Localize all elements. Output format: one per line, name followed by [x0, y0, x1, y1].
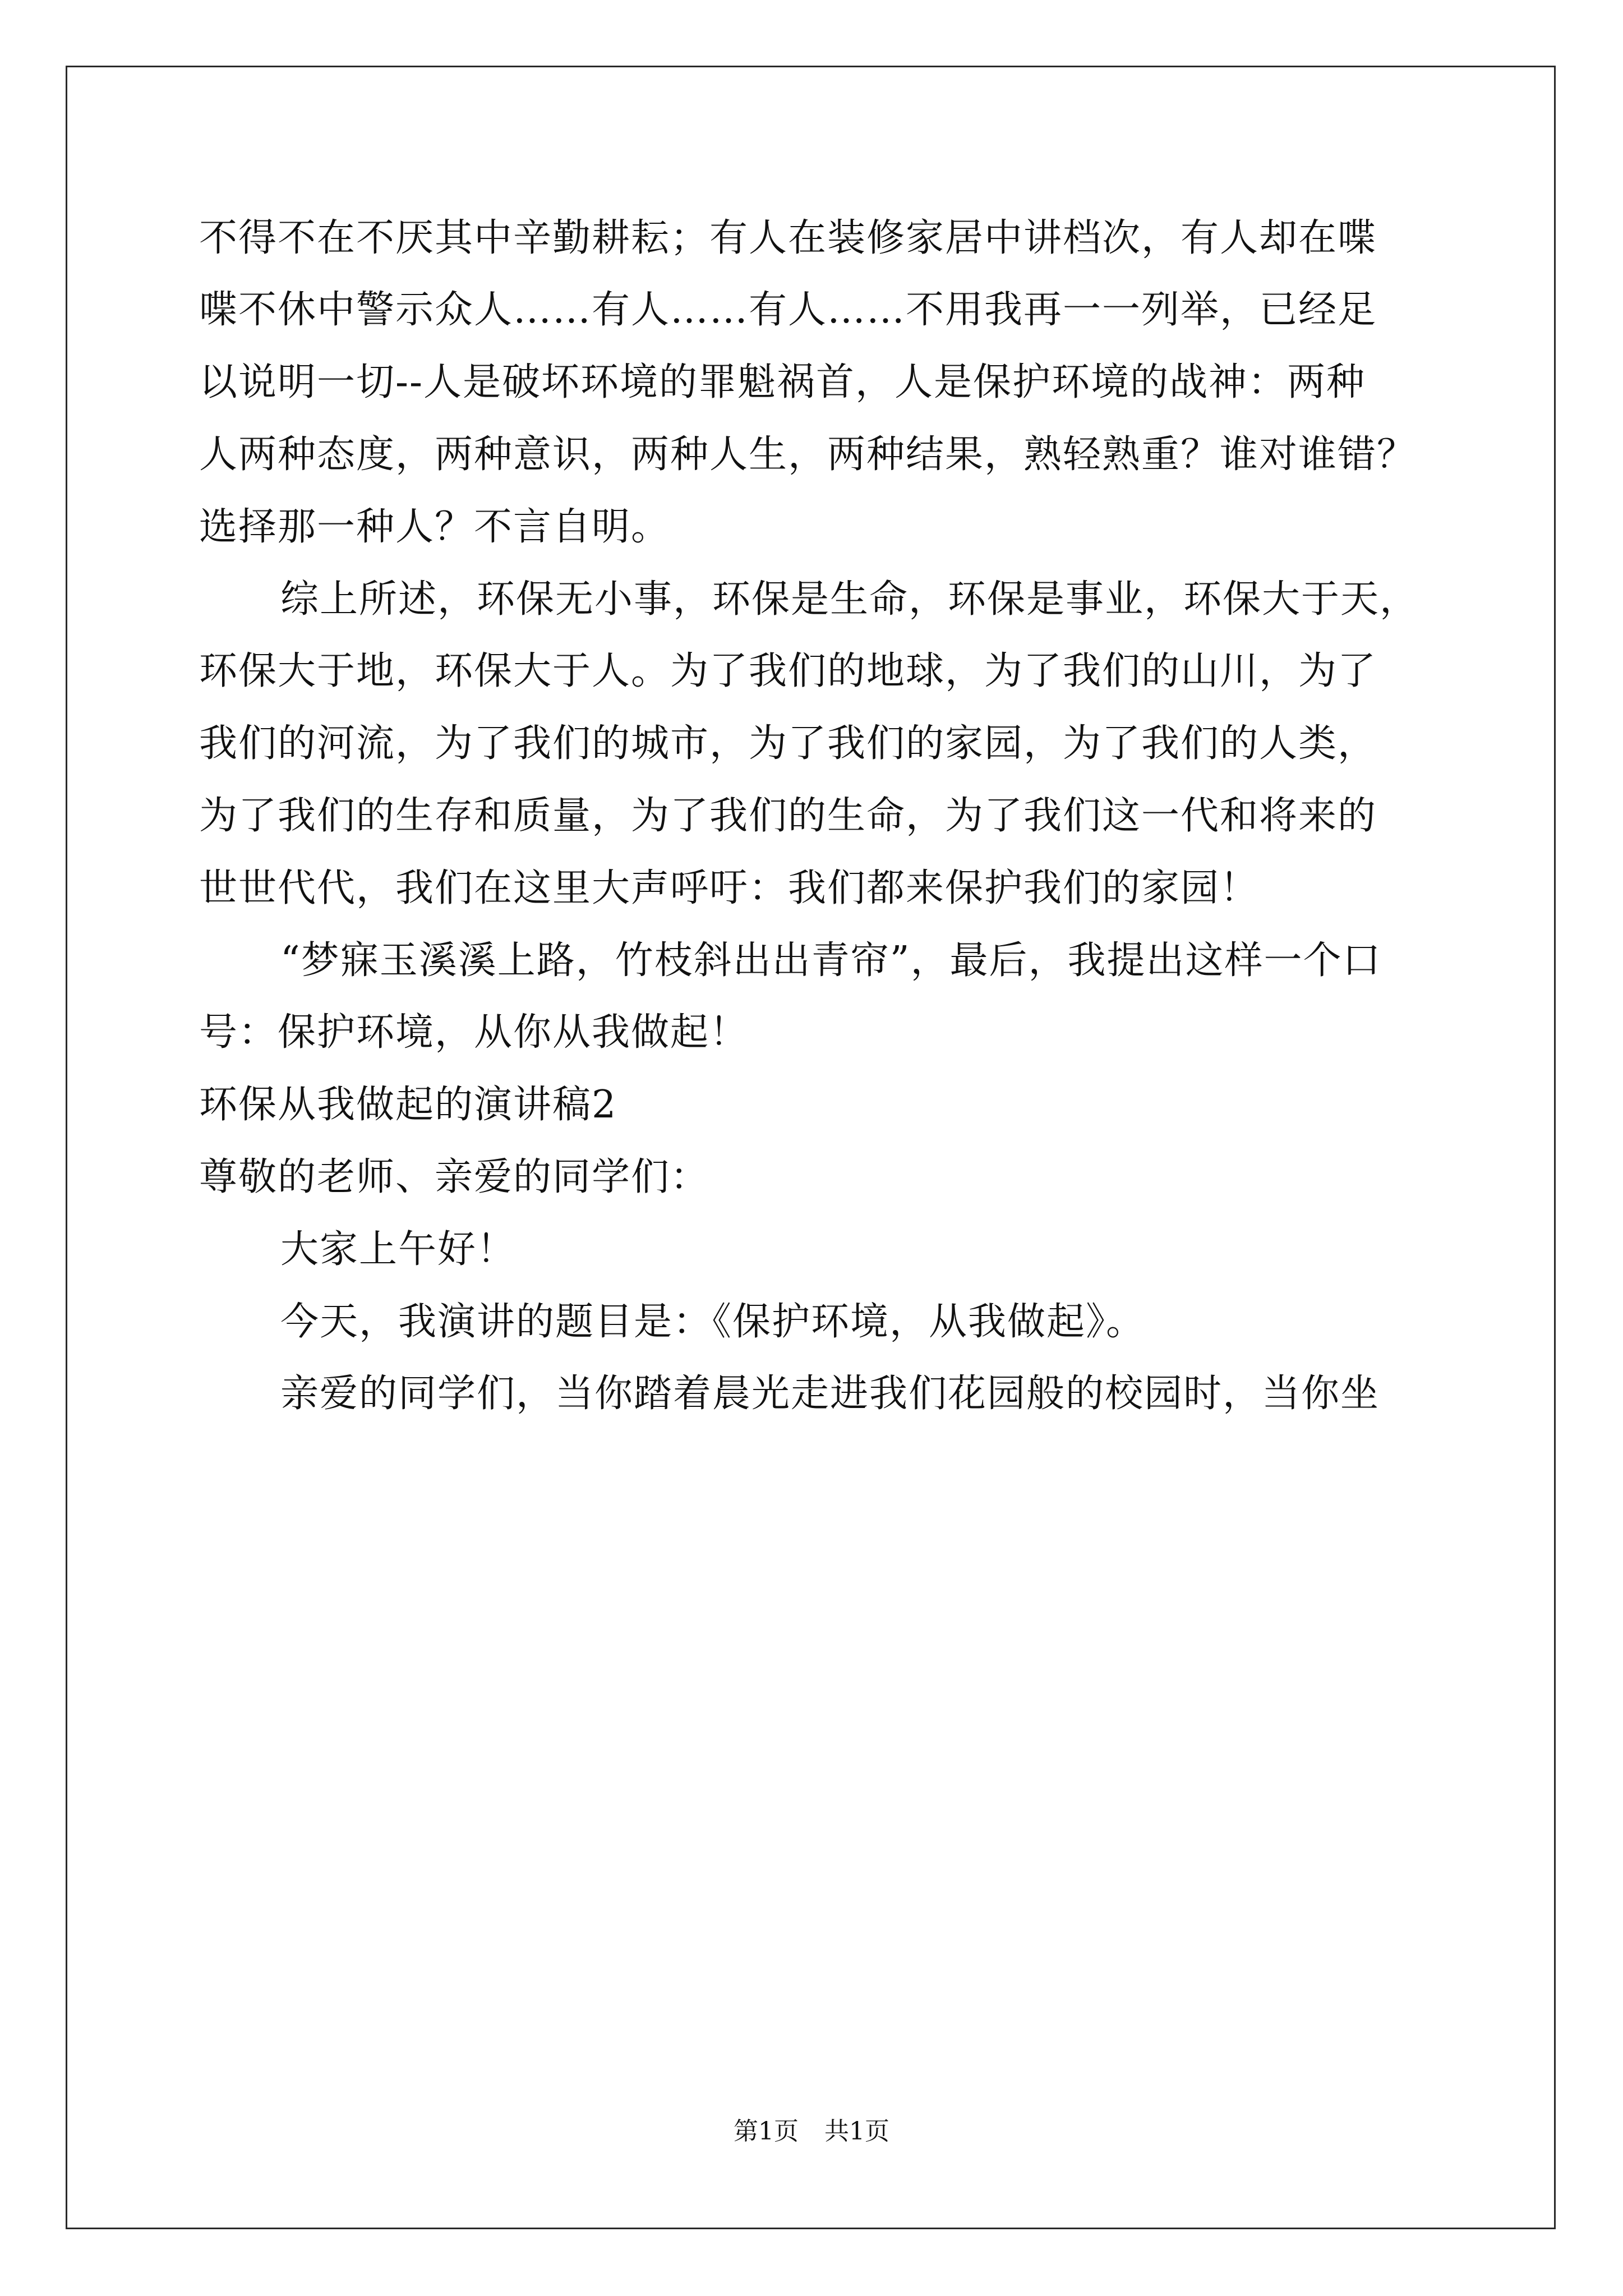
- text-line: 以说明一切--人是破坏环境的罪魁祸首，人是保护环境的战神：两种: [199, 360, 1366, 404]
- paragraph-first-line: 今天，我演讲的题目是：《保护环境，从我做起》。: [280, 1300, 1146, 1344]
- text-line: 人两种态度，两种意识，两种人生，两种结果，熟轻熟重？谁对谁错？: [199, 432, 1417, 477]
- paragraph-first-line: “梦寐玉溪溪上路，竹枝斜出出青帘”，最后，我提出这样一个口: [280, 938, 1382, 983]
- text-line: 我们的河流，为了我们的城市，为了我们的家园，为了我们的人类，: [199, 721, 1377, 766]
- text-line: 世世代代，我们在这里大声呼吁：我们都来保护我们的家园！: [199, 866, 1260, 910]
- paragraph-first-line: 亲爱的同学们，当你踏着晨光走进我们花园般的校园时，当你坐: [280, 1372, 1380, 1416]
- page-footer: [0, 2118, 1623, 2146]
- greeting: 大家上午好！: [280, 1227, 517, 1272]
- salutation: 尊敬的老师、亲爱的同学们：: [199, 1155, 710, 1199]
- text-line: 喋不休中警示众人……有人……有人……不用我再一一列举，已经足: [199, 288, 1377, 332]
- text-line: 不得不在不厌其中辛勤耕耘；有人在装修家居中讲档次，有人却在喋: [199, 216, 1377, 260]
- text-line: 选择那一种人？不言自明。: [199, 505, 671, 549]
- section-title: 环保从我做起的演讲稿2: [199, 1083, 617, 1127]
- text-line: 为了我们的生存和质量，为了我们的生命，为了我们这一代和将来的: [199, 794, 1377, 838]
- page-total: 共1页: [824, 2117, 889, 2146]
- text-line: 环保大于地，环保大于人。为了我们的地球，为了我们的山川，为了: [199, 649, 1377, 693]
- text-line: 号：保护环境，从你从我做起！: [199, 1010, 749, 1055]
- paragraph-first-line: 综上所述，环保无小事，环保是生命，环保是事业，环保大于天，: [280, 577, 1419, 622]
- page-number: 第1页: [734, 2117, 799, 2146]
